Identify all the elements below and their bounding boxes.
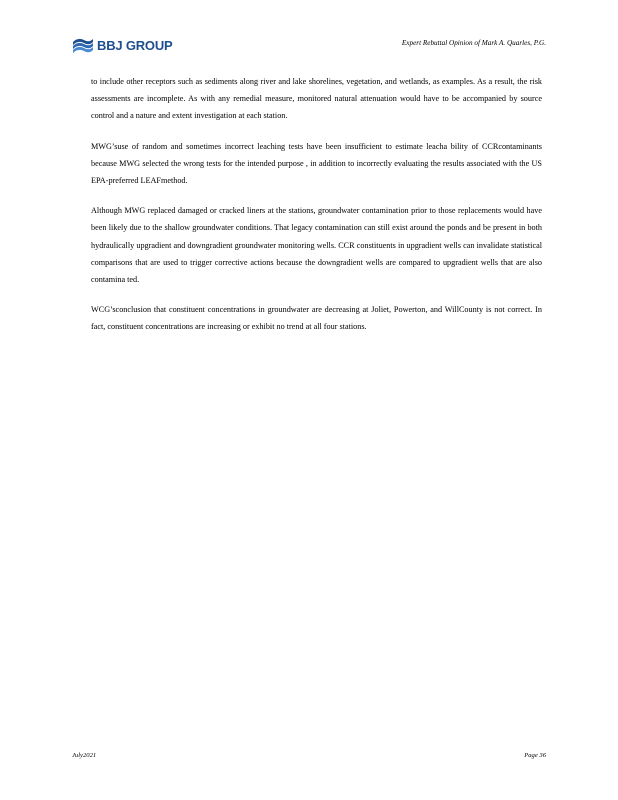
bbj-group-logo: [72, 36, 173, 54]
page-header: [72, 36, 546, 56]
bullet-item: [72, 138, 542, 190]
bullet-text: WCG’sconclusion that constituent concentrations in groundwater are decreasing at Joliet, Powerton, and WillCounty is not correct. In fact, constituent concentrations are increasing or exhibit no trend at all four stations.: [91, 305, 542, 332]
bullet-glyph-icon: [72, 202, 91, 288]
bullet-glyph-icon: [72, 301, 91, 335]
logo-text: BBJ GROUP: [97, 37, 173, 53]
bullet-text: Although MWG replaced damaged or cracked liners at the stations, groundwater contamination prior to those replacements would have been likely due to the shallow groundwater conditions. That legacy contamination can still exist around the ponds and be present in both hydraulically upgradient and downgradient groundwater monitoring wells. CCR constituents in upgradient wells can invalidate statistical comparisons that are used to trigger corrective actions because the downgradient wells are compared to upgradient wells that are also contamina ted.: [91, 206, 542, 285]
page-body: [72, 73, 542, 336]
bullet-glyph-icon: [72, 138, 91, 190]
footer-date: July2021: [72, 752, 97, 759]
bbj-wave-icon: [72, 36, 94, 54]
continued-paragraph: to include other receptors such as sediments along river and lake shorelines, vegetation, and wetlands, as examples. As a result, the risk assessments are incomplete. As with any remedial measure, monitored natural attenuation would have to be accompanied by source control and a nature and extent investigation at each station.: [91, 77, 542, 121]
page-number: Page 36: [524, 752, 546, 759]
document-title: Expert Rebuttal Opinion of Mark A. Quarles, P.G.: [401, 39, 546, 47]
bullet-item: [72, 301, 542, 335]
bullet-item: [72, 202, 542, 288]
bullet-text: MWG’suse of random and sometimes incorrect leaching tests have been insufficient to estimate leacha bility of CCRcontaminants because MWG selected the wrong tests for the intended purpose , in addition to incorrectly evaluating the results associated with the US EPA-preferred LEAFmethod.: [91, 141, 542, 186]
